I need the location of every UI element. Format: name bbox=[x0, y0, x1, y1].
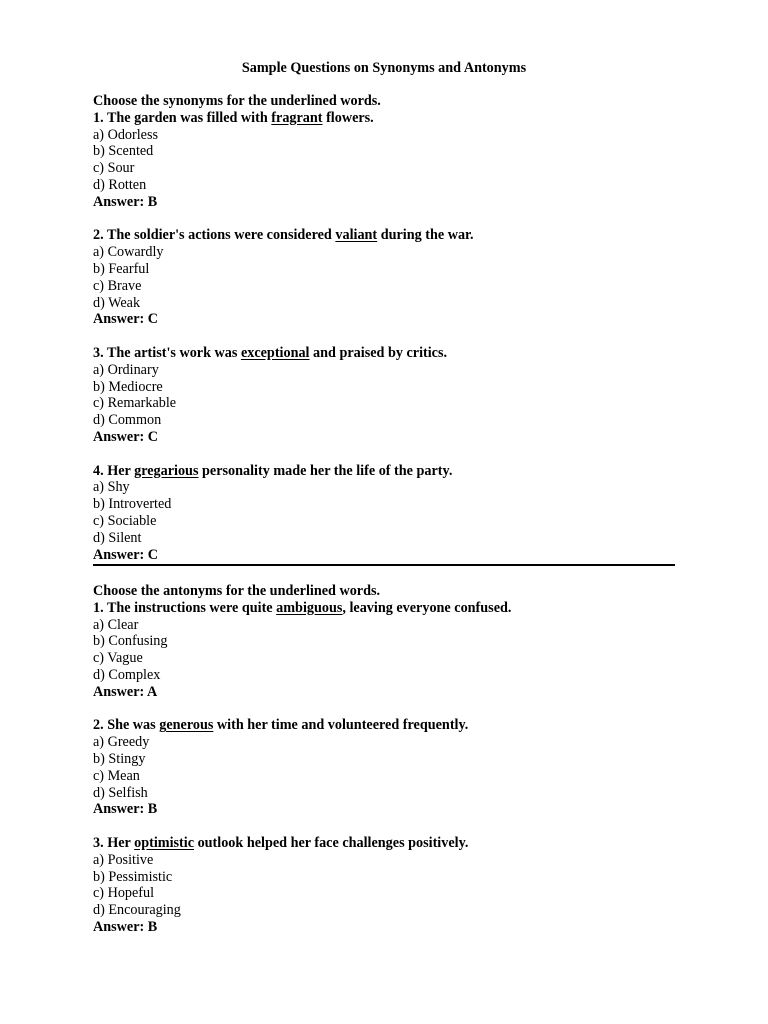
answer-option: d) Rotten bbox=[93, 176, 147, 193]
section-divider bbox=[93, 564, 675, 566]
underlined-word: generous bbox=[159, 717, 214, 734]
question-text-after: during the war. bbox=[377, 227, 474, 244]
answer-key: Answer: B bbox=[93, 801, 158, 818]
question-text-before: The artist's work was bbox=[106, 344, 241, 361]
answer-option: b) Introverted bbox=[93, 496, 172, 513]
answer-key: Answer: C bbox=[93, 311, 159, 328]
underlined-word: gregarious bbox=[134, 462, 199, 479]
underlined-word: exceptional bbox=[240, 344, 310, 361]
answer-option: a) Shy bbox=[93, 479, 130, 496]
answer-option: a) Greedy bbox=[93, 734, 150, 751]
question-stem bbox=[93, 717, 683, 734]
answer-option: c) Sociable bbox=[93, 512, 157, 529]
question-text-before: The garden was filled with bbox=[106, 109, 272, 126]
answer-option: a) Cowardly bbox=[93, 244, 164, 261]
answer-option: b) Scented bbox=[93, 143, 154, 160]
answer-key: Answer: C bbox=[93, 428, 159, 445]
underlined-word: fragrant bbox=[271, 109, 323, 126]
question-text-before: The instructions were quite bbox=[106, 599, 277, 616]
question-number: 3. bbox=[93, 344, 104, 361]
question-text-before: She was bbox=[107, 717, 160, 734]
question-text-after: personality made her the life of the party. bbox=[198, 462, 453, 479]
answer-option: d) Encouraging bbox=[93, 902, 181, 919]
answer-option: d) Common bbox=[93, 412, 162, 429]
antonyms-section bbox=[93, 583, 683, 936]
question-spacer bbox=[93, 211, 683, 228]
question-number: 2. bbox=[93, 227, 104, 244]
answer-option: b) Pessimistic bbox=[93, 868, 173, 885]
underlined-word: ambiguous bbox=[276, 599, 343, 616]
section-heading: Choose the synonyms for the underlined words. bbox=[93, 93, 381, 109]
question-number: 3. bbox=[93, 834, 104, 851]
question-spacer bbox=[93, 328, 683, 345]
answer-key: Answer: C bbox=[93, 546, 159, 563]
answer-option: a) Clear bbox=[93, 616, 139, 633]
answer-key: Answer: A bbox=[93, 683, 158, 700]
question-text-after: and praised by critics. bbox=[309, 344, 448, 361]
question-stem bbox=[93, 345, 683, 362]
answer-option: c) Vague bbox=[93, 650, 143, 667]
question-text-before: Her bbox=[107, 462, 135, 479]
question-text-after: flowers. bbox=[322, 109, 374, 126]
question-number: 4. bbox=[93, 462, 104, 479]
answer-option: d) Selfish bbox=[93, 784, 148, 801]
question-stem bbox=[93, 227, 683, 244]
question-stem bbox=[93, 835, 683, 852]
answer-option: b) Confusing bbox=[93, 633, 168, 650]
answer-option: b) Stingy bbox=[93, 750, 146, 767]
question-number: 2. bbox=[93, 717, 104, 734]
answer-option: c) Brave bbox=[93, 277, 142, 294]
question-text-after: , leaving everyone confused. bbox=[342, 599, 512, 616]
question-number: 1. bbox=[93, 109, 104, 126]
section-heading: Choose the antonyms for the underlined words. bbox=[93, 583, 381, 599]
question-text-after: outlook helped her face challenges positively. bbox=[194, 834, 469, 851]
document-title: Sample Questions on Synonyms and Antonyms bbox=[241, 60, 527, 76]
question-text-before: Her bbox=[107, 834, 135, 851]
question-spacer bbox=[93, 701, 683, 718]
answer-option: a) Ordinary bbox=[93, 361, 159, 378]
answer-option: b) Fearful bbox=[93, 260, 150, 277]
synonyms-section bbox=[93, 93, 683, 563]
question-text-after: with her time and volunteered frequently. bbox=[213, 717, 469, 734]
underlined-word: valiant bbox=[335, 227, 378, 244]
question-stem bbox=[93, 110, 683, 127]
answer-option: c) Sour bbox=[93, 160, 135, 177]
question-number: 1. bbox=[93, 599, 104, 616]
question-stem bbox=[93, 600, 683, 617]
answer-option: c) Hopeful bbox=[93, 885, 155, 902]
answer-option: c) Remarkable bbox=[93, 395, 177, 412]
answer-option: a) Odorless bbox=[93, 126, 159, 143]
question-stem bbox=[93, 463, 683, 480]
question-spacer bbox=[93, 818, 683, 835]
answer-option: d) Silent bbox=[93, 529, 142, 546]
underlined-word: optimistic bbox=[134, 834, 195, 851]
answer-option: b) Mediocre bbox=[93, 378, 163, 395]
answer-option: c) Mean bbox=[93, 767, 140, 784]
answer-key: Answer: B bbox=[93, 193, 158, 210]
answer-option: a) Positive bbox=[93, 851, 154, 868]
question-spacer bbox=[93, 446, 683, 463]
question-text-before: The soldier's actions were considered bbox=[106, 227, 336, 244]
answer-key: Answer: B bbox=[93, 918, 158, 935]
answer-option: d) Complex bbox=[93, 666, 161, 683]
answer-option: d) Weak bbox=[93, 294, 141, 311]
